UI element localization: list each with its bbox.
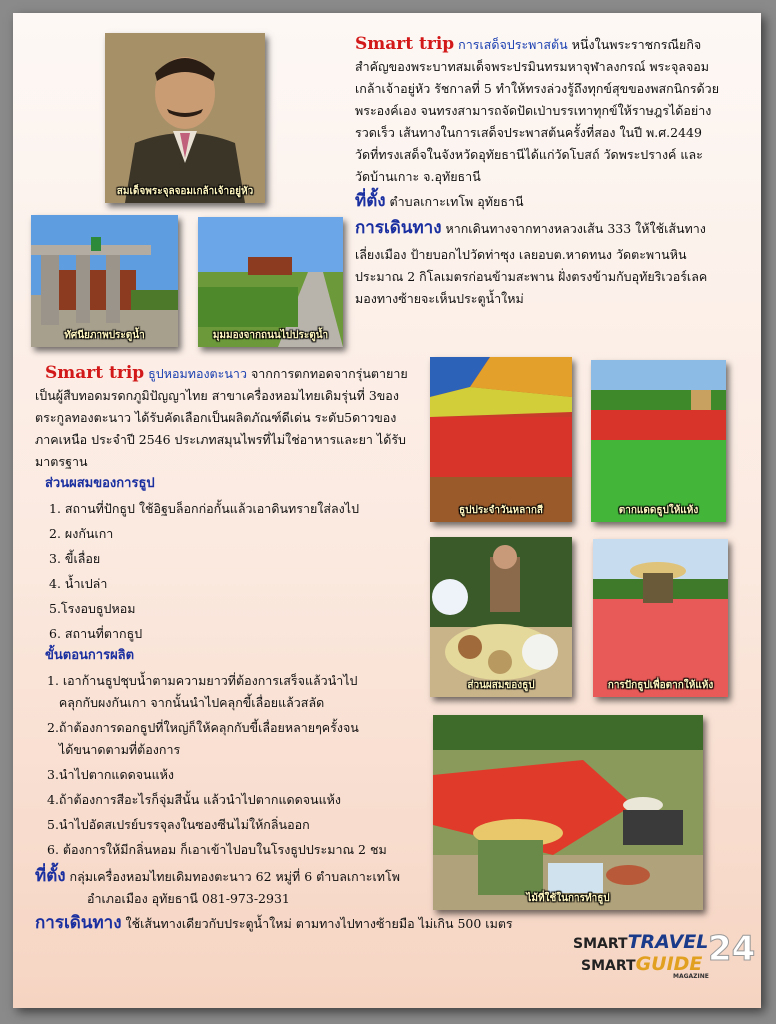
section1-location-label: ที่ตั้ง	[355, 191, 386, 211]
magazine-page	[13, 13, 761, 1008]
logo-travel: TRAVEL	[627, 931, 709, 953]
colored-incense-photo	[430, 357, 572, 522]
steps-title: ขั้นตอนการผลิต	[45, 648, 135, 663]
section1-line-3: พระองค์เอง จนทรงสามารถจัดปัดเป่าบรรเทาทุกข์ให้ราษฎรได้อย่าง	[355, 103, 712, 118]
logo-smart-2: SMART	[581, 958, 636, 974]
section1-title: การเสด็จประพาสต้น	[458, 37, 568, 52]
ingredient-5: 6. สถานที่ตากธูป	[49, 626, 143, 641]
step-4: 3.นำไปตากแดดจนแห้ง	[47, 767, 174, 782]
red-sticks-photo	[593, 539, 728, 697]
king-portrait-image	[105, 33, 265, 203]
ingredient-2: 3. ขี้เลื่อย	[49, 551, 101, 566]
step-5: 4.ถ้าต้องการสีอะไรก็จุ่มสีนั้น แล้วนำไปตากแดดจนแห้ง	[47, 792, 342, 807]
section2-location-line2: อำเภอเมือง อุทัยธานี 081-973-2931	[87, 891, 290, 906]
section2-travel-text: ใช้เส้นทางเดียวกับประตูน้ำใหม่ ตามทางไปทางซ้ายมือ ไม่เกิน 500 เมตร	[125, 916, 513, 931]
red-sticks-image	[593, 539, 728, 697]
section1-travel-line-2: ประมาณ 2 กิโลเมตรก่อนข้ามสะพาน ฝั่งตรงข้ามกับอุทัยริเวอร์เลค	[355, 269, 708, 284]
step-2: 2.ถ้าต้องการดอกธูปที่ใหญ่ก็ให้คลุกกับขี้เลื่อยหลายๆครั้งจน	[47, 720, 359, 735]
logo-guide: GUIDE	[635, 953, 703, 975]
section2-location-label: ที่ตั้ง	[35, 866, 66, 886]
dam-caption: ทัศนียภาพประตูน้ำ	[64, 330, 145, 341]
section1-text	[355, 33, 755, 310]
king-portrait-photo	[105, 33, 265, 203]
section1-line-4: รวดเร็ว เส้นทางในการเสด็จประพาสต้นครั้งที่สอง ในปี พ.ศ.2449	[355, 125, 702, 140]
ingredient-0: 1. สถานที่ปักธูป ใช้อิฐบล็อกก่อกั้นแล้วเอาดินทรายใส่ลงไป	[49, 501, 360, 516]
step-3: ได้ขนาดตามที่ต้องการ	[47, 742, 181, 757]
step-0: 1. เอาก้านธูปชุบน้ำตามความยาวที่ต้องการเสร็จแล้วนำไป	[47, 673, 358, 688]
section2-location-line1: กลุ่มเครื่องหอมไทยเดิมทองตะนาว 62 หมู่ที่ 6 ตำบลเกาะเทโพ	[69, 869, 400, 884]
section1-travel-line-0: หากเดินทางจากทางหลวงเส้น 333 ให้ใช้เส้นทาง	[445, 221, 706, 236]
ingredients-image	[430, 537, 572, 697]
section1-travel-label: การเดินทาง	[355, 218, 442, 238]
red-sticks-caption: การปักธูปเพื่อตากให้แห้ง	[607, 680, 714, 691]
section2-line-2: ตระกูลทองตะนาว ได้รับคัดเลือกเป็นผลิตภัณฑ์ดีเด่น ระดับ5ดาวของ	[35, 410, 397, 425]
step-6: 5.นำไปอัดสเปรย์บรรจุลงในซองซีนไม่ให้กลิ่นออก	[47, 817, 310, 832]
logo-number: 24	[708, 929, 756, 969]
step-7: 6. ต้องการให้มีกลิ่นหอม ก็เอาเข้าไปอบในโรงธูปประมาณ 2 ชม	[47, 842, 387, 857]
green-incense-image	[591, 360, 726, 522]
section1-line-1: สำคัญของพระบาทสมเด็จพระปรมินทรมหาจุฬาลงกรณ์ พระจุลจอม	[355, 59, 710, 74]
smart-travel-logo	[573, 925, 756, 985]
dam-photo	[31, 215, 178, 347]
section1-line-5: วัดที่ทรงเสด็จในจังหวัดอุทัยธานีได้แก่วัดโบสถ์ วัดพระปรางค์ และ	[355, 147, 703, 162]
road-photo	[198, 217, 343, 347]
road-caption: มุมมองจากถนนไปประตูน้ำ	[212, 330, 329, 341]
green-incense-photo	[591, 360, 726, 522]
section1-travel-line-3: มองทางซ้ายจะเห็นประตูน้ำใหม่	[355, 291, 524, 306]
logo-magazine: MAGAZINE	[673, 973, 709, 980]
section2-line-3: ภาคเหนือ ประจำปี 2546 ประเภทสมุนไพรที่ไม่ใช่อาหารและยา ได้รับ	[35, 432, 406, 447]
ingredients-title: ส่วนผสมของการธูป	[45, 476, 155, 491]
ingredient-3: 4. น้ำเปล่า	[49, 576, 108, 591]
section1-location-text: ตำบลเกาะเทโพ อุทัยธานี	[389, 194, 524, 209]
section2-line-4: มาตรฐาน	[35, 454, 88, 469]
logo-smart-1: SMART	[573, 936, 628, 952]
workers-photo	[433, 715, 703, 910]
section1-line-2: เกล้าเจ้าอยู่หัว รัชกาลที่ 5 ทำให้ทรงล่วงรู้ถึงทุกข์สุขของพสกนิกรด้วย	[355, 81, 720, 96]
colored-incense-image	[430, 357, 572, 522]
workers-caption: ไม้ที่ใช้ในการทำธูป	[526, 893, 610, 904]
section1-line-0: หนึ่งในพระราชกรณียกิจ	[571, 37, 702, 52]
ingredients-caption: ส่วนผสมของธูป	[467, 680, 535, 691]
section2-travel-label: การเดินทาง	[35, 913, 122, 933]
step-1: คลุกกับผงกันเกา จากนั้นนำไปคลุกขี้เลื่อยแล้วสลัด	[47, 695, 325, 710]
ingredient-4: 5.โรงอบธูปหอม	[49, 601, 136, 616]
section2-title: ธูปหอมทองตะนาว	[148, 366, 247, 381]
green-incense-caption: ตากแดดธูปให้แห้ง	[618, 505, 699, 516]
section2-line-0: จากการตกทอดจากรุ่นตายาย	[250, 366, 408, 381]
ingredients-photo	[430, 537, 572, 697]
section2-brand: Smart trip	[45, 363, 145, 383]
king-caption: สมเด็จพระจุลจอมเกล้าเจ้าอยู่หัว	[116, 186, 254, 197]
section2-line-1: เป็นผู้สืบทอดมรดกภูมิปัญญาไทย สาขาเครื่องหอมไทยเดิมรุ่นที่ 3ของ	[35, 388, 399, 403]
section1-travel-line-1: เลี่ยงเมือง ป้ายบอกไปวัดท่าซุง เลยอบต.หาดทนง วัดตะพานหิน	[355, 247, 687, 262]
section1-line-6: วัดบ้านเกาะ จ.อุทัยธานี	[355, 169, 481, 184]
section1-brand: Smart trip	[355, 34, 455, 54]
workers-image	[433, 715, 703, 910]
colored-incense-caption: ธูปประจำวันหลากสี	[459, 505, 543, 516]
ingredient-1: 2. ผงกันเกา	[49, 526, 114, 541]
